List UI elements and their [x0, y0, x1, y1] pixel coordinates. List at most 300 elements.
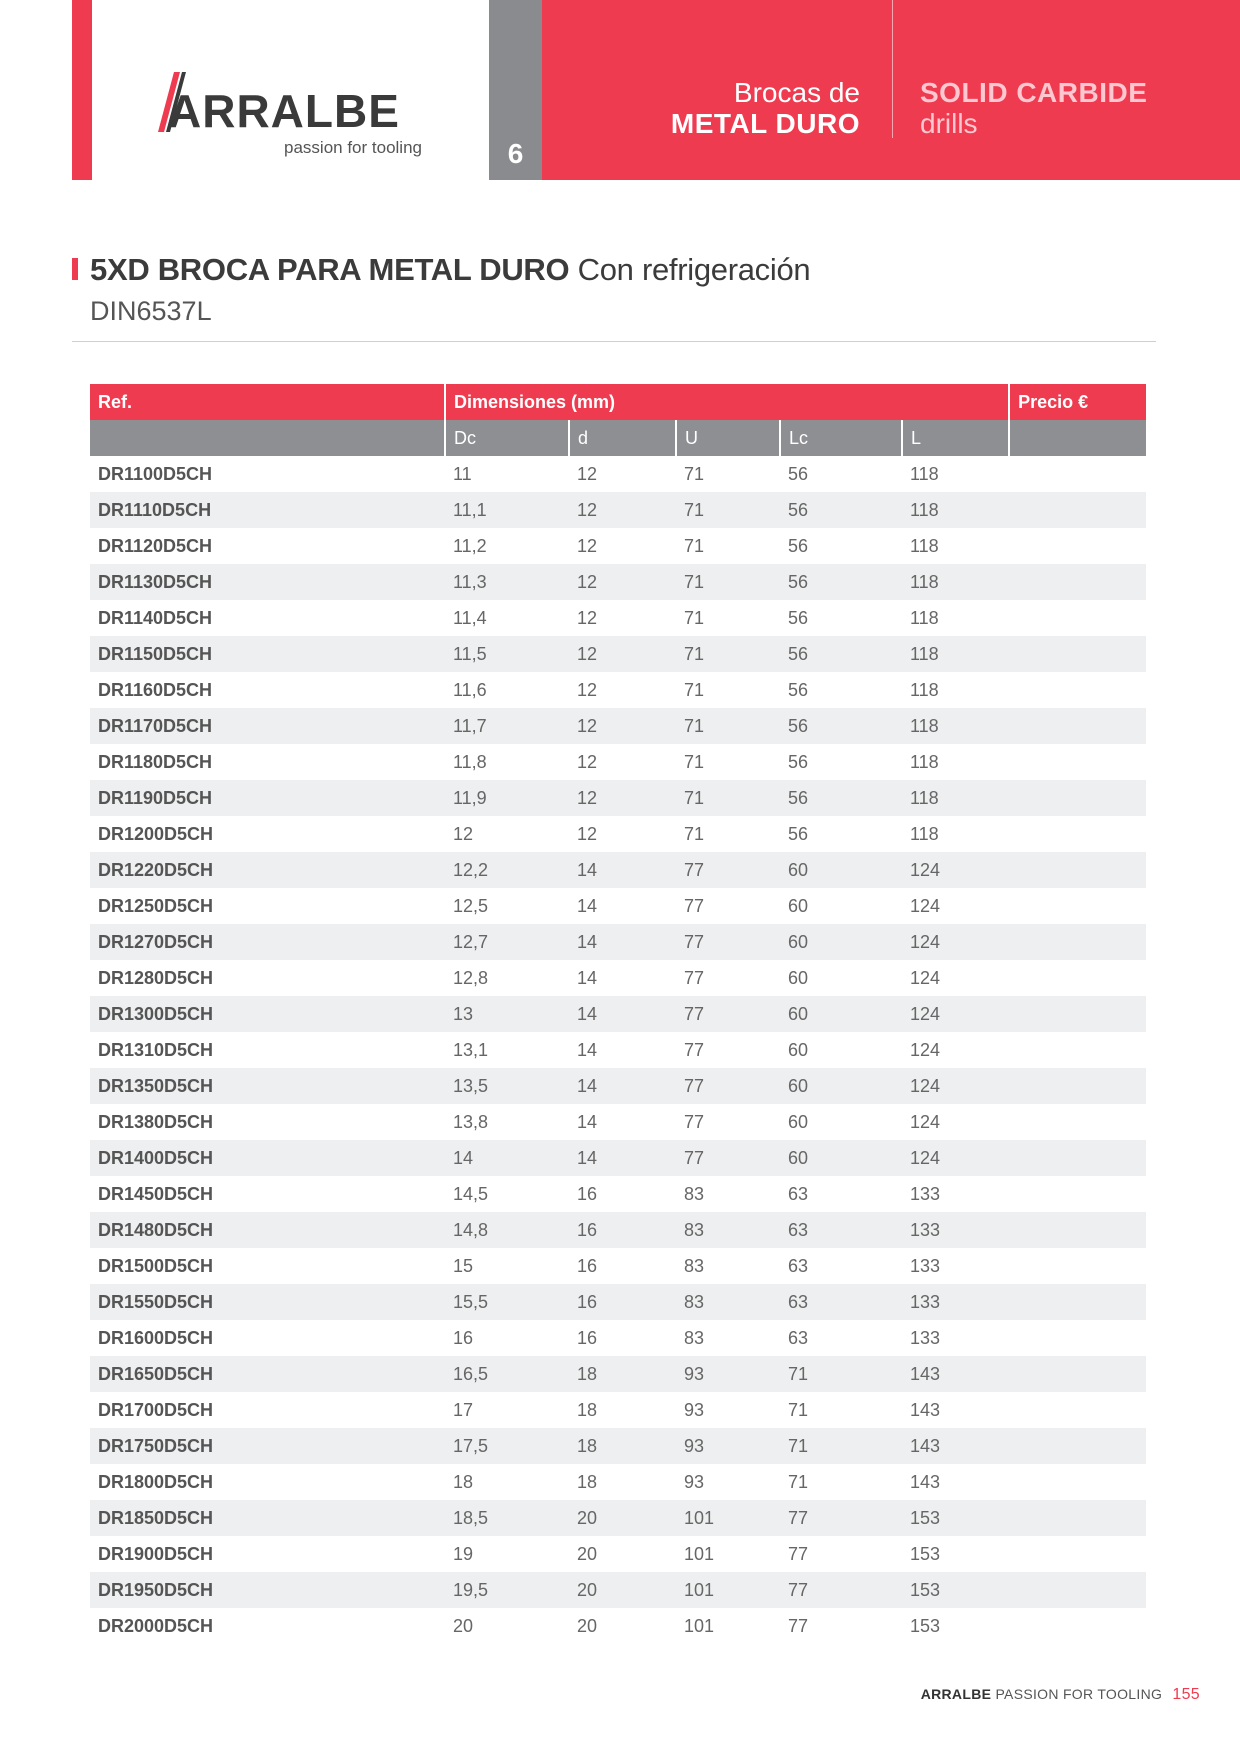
price-cell	[1009, 528, 1146, 564]
u-cell: 77	[676, 1140, 780, 1176]
table-row	[90, 1356, 1146, 1392]
l-cell: 153	[910, 1615, 941, 1636]
u-cell: 71	[684, 463, 705, 484]
lc-cell: 77	[788, 1543, 809, 1564]
table-row	[90, 528, 1146, 564]
lc-cell: 56	[780, 780, 902, 816]
price-cell	[1009, 600, 1146, 636]
table-row	[90, 996, 1146, 1032]
l-cell: 124	[902, 1140, 1009, 1176]
d-cell: 16	[577, 1327, 598, 1348]
dc-cell: 11	[453, 463, 472, 484]
dc-cell: 17	[453, 1399, 474, 1420]
lc-cell: 60	[780, 852, 902, 888]
header-dimensions: Dimensiones (mm)	[445, 384, 1009, 420]
u-cell: 77	[676, 852, 780, 888]
table-row	[90, 456, 1146, 492]
table-row	[90, 672, 1146, 708]
d-cell: 12	[577, 823, 598, 844]
lc-cell: 56	[788, 607, 809, 628]
table-row	[90, 708, 1146, 744]
table-row	[90, 1536, 1146, 1572]
lc-cell: 60	[780, 1140, 902, 1176]
d-cell: 14	[569, 1068, 676, 1104]
price-cell	[1009, 744, 1146, 780]
dc-cell: 11,7	[445, 708, 569, 744]
table-row	[90, 1572, 1146, 1608]
l-cell: 118	[910, 751, 939, 772]
lc-cell: 56	[788, 463, 809, 484]
table-row	[90, 1500, 1146, 1536]
ref-cell: DR1280D5CH	[98, 967, 214, 988]
u-cell: 77	[684, 1039, 705, 1060]
header-ref: Ref.	[90, 384, 445, 420]
u-cell: 71	[684, 679, 705, 700]
u-cell: 83	[684, 1255, 705, 1276]
dc-cell: 11,5	[445, 636, 569, 672]
lc-cell: 63	[788, 1327, 809, 1348]
dc-cell: 11,8	[453, 751, 487, 772]
lc-cell: 77	[780, 1572, 902, 1608]
lc-cell: 56	[788, 823, 809, 844]
dc-cell: 13,1	[453, 1039, 489, 1060]
l-cell: 118	[910, 823, 939, 844]
price-cell	[1009, 888, 1146, 924]
ref-cell: DR1130D5CH	[90, 564, 445, 600]
price-cell	[1009, 996, 1146, 1032]
section-subtitle: DIN6537L	[90, 296, 212, 326]
ref-cell: DR1200D5CH	[98, 823, 214, 844]
table-row	[90, 1212, 1146, 1248]
subheader-lc: Lc	[780, 420, 902, 456]
l-cell: 143	[910, 1399, 941, 1420]
u-cell: 71	[684, 535, 705, 556]
u-cell: 77	[684, 1111, 705, 1132]
d-cell: 16	[569, 1212, 676, 1248]
l-cell: 143	[902, 1356, 1009, 1392]
l-cell: 118	[902, 564, 1009, 600]
price-cell	[1009, 1536, 1146, 1572]
logo-wordmark: ARRALBE	[168, 85, 400, 137]
chapter-title-es-line2: METAL DURO	[670, 108, 860, 139]
d-cell: 14	[569, 924, 676, 960]
d-cell: 16	[577, 1255, 598, 1276]
dc-cell: 11,6	[453, 679, 487, 700]
ref-cell: DR1310D5CH	[98, 1039, 214, 1060]
table-row	[90, 1284, 1146, 1320]
d-cell: 12	[577, 535, 598, 556]
dc-cell: 13,8	[453, 1111, 489, 1132]
d-cell: 20	[569, 1500, 676, 1536]
ref-cell: DR1600D5CH	[98, 1327, 214, 1348]
table-row	[90, 924, 1146, 960]
price-cell	[1009, 1032, 1146, 1068]
u-cell: 71	[676, 492, 780, 528]
price-cell	[1009, 1356, 1146, 1392]
u-cell: 77	[676, 1068, 780, 1104]
ref-cell: DR2000D5CH	[98, 1615, 214, 1636]
l-cell: 118	[910, 607, 939, 628]
u-cell: 101	[684, 1615, 715, 1636]
price-cell	[1009, 852, 1146, 888]
d-cell: 16	[569, 1284, 676, 1320]
table-row	[90, 636, 1146, 672]
section-title-marker	[72, 258, 78, 280]
l-cell: 143	[910, 1471, 941, 1492]
l-cell: 143	[902, 1428, 1009, 1464]
table-body	[90, 456, 1146, 1644]
l-cell: 118	[902, 780, 1009, 816]
ref-cell: DR1380D5CH	[98, 1111, 214, 1132]
ref-cell: DR1220D5CH	[90, 852, 445, 888]
ref-cell: DR1750D5CH	[90, 1428, 445, 1464]
lc-cell: 71	[780, 1356, 902, 1392]
dc-cell: 19	[453, 1543, 474, 1564]
header-left-accent-bar	[72, 0, 92, 180]
lc-cell: 56	[780, 492, 902, 528]
u-cell: 71	[676, 780, 780, 816]
ref-cell: DR1950D5CH	[90, 1572, 445, 1608]
chapter-title-es-line1: Brocas de	[733, 77, 860, 108]
ref-cell: DR1450D5CH	[98, 1183, 214, 1204]
d-cell: 12	[577, 463, 598, 484]
chapter-title-english	[920, 78, 1147, 140]
d-cell: 18	[569, 1356, 676, 1392]
lc-cell: 63	[780, 1284, 902, 1320]
l-cell: 118	[902, 636, 1009, 672]
subheader-empty	[90, 420, 445, 456]
price-cell	[1009, 1284, 1146, 1320]
lc-cell: 56	[780, 708, 902, 744]
u-cell: 93	[684, 1399, 705, 1420]
lc-cell: 71	[788, 1399, 809, 1420]
dc-cell: 12,5	[453, 895, 489, 916]
ref-cell: DR1500D5CH	[98, 1255, 214, 1276]
table-row	[90, 1464, 1146, 1500]
l-cell: 124	[902, 996, 1009, 1032]
price-cell	[1009, 456, 1146, 492]
section-title	[90, 252, 810, 288]
ref-cell: DR1300D5CH	[90, 996, 445, 1032]
u-cell: 83	[684, 1327, 705, 1348]
ref-cell: DR1160D5CH	[98, 679, 213, 700]
table-row	[90, 1104, 1146, 1140]
lc-cell: 63	[788, 1255, 809, 1276]
ref-cell: DR1400D5CH	[90, 1140, 445, 1176]
ref-cell: DR1650D5CH	[90, 1356, 445, 1392]
d-cell: 20	[577, 1615, 598, 1636]
dc-cell: 14	[445, 1140, 569, 1176]
u-cell: 83	[676, 1212, 780, 1248]
table-subheader-row	[90, 420, 1146, 456]
price-cell	[1009, 1428, 1146, 1464]
section-title-bold: 5XD BROCA PARA METAL DURO	[90, 252, 570, 287]
l-cell: 153	[902, 1500, 1009, 1536]
d-cell: 14	[569, 996, 676, 1032]
dc-cell: 11,2	[453, 535, 487, 556]
d-cell: 12	[569, 492, 676, 528]
price-cell	[1009, 636, 1146, 672]
u-cell: 77	[684, 967, 705, 988]
u-cell: 93	[684, 1471, 705, 1492]
lc-cell: 56	[788, 679, 809, 700]
dc-cell: 16	[453, 1327, 474, 1348]
l-cell: 153	[910, 1543, 941, 1564]
table-row	[90, 1428, 1146, 1464]
ref-cell: DR1550D5CH	[90, 1284, 445, 1320]
l-cell: 124	[910, 1039, 941, 1060]
l-cell: 124	[910, 967, 941, 988]
l-cell: 118	[902, 708, 1009, 744]
price-cell	[1009, 1320, 1146, 1356]
d-cell: 18	[577, 1471, 598, 1492]
price-cell	[1009, 1176, 1146, 1212]
l-cell: 133	[910, 1327, 941, 1348]
table-row	[90, 816, 1146, 852]
footer-brand: ARRALBE	[920, 1686, 992, 1702]
dc-cell: 15,5	[445, 1284, 569, 1320]
price-cell	[1009, 1248, 1146, 1284]
dc-cell: 18,5	[445, 1500, 569, 1536]
d-cell: 14	[577, 1039, 598, 1060]
chapter-title-en-line2: drills	[920, 108, 978, 139]
ref-cell: DR1190D5CH	[90, 780, 445, 816]
l-cell: 133	[902, 1212, 1009, 1248]
u-cell: 93	[676, 1428, 780, 1464]
dc-cell: 12,7	[445, 924, 569, 960]
lc-cell: 63	[788, 1183, 809, 1204]
dc-cell: 14,8	[445, 1212, 569, 1248]
u-cell: 101	[676, 1572, 780, 1608]
price-cell	[1009, 780, 1146, 816]
dc-cell: 12,2	[445, 852, 569, 888]
price-cell	[1009, 1212, 1146, 1248]
lc-cell: 60	[788, 1039, 809, 1060]
price-cell	[1009, 1140, 1146, 1176]
u-cell: 101	[684, 1543, 715, 1564]
u-cell: 71	[684, 607, 705, 628]
lc-cell: 56	[788, 535, 809, 556]
table-row	[90, 600, 1146, 636]
d-cell: 12	[569, 636, 676, 672]
l-cell: 133	[910, 1183, 941, 1204]
u-cell: 77	[676, 996, 780, 1032]
d-cell: 12	[577, 751, 598, 772]
l-cell: 133	[910, 1255, 941, 1276]
u-cell: 71	[676, 636, 780, 672]
d-cell: 14	[569, 852, 676, 888]
u-cell: 83	[676, 1284, 780, 1320]
table-row	[90, 564, 1146, 600]
ref-cell: DR1170D5CH	[90, 708, 445, 744]
l-cell: 124	[902, 1068, 1009, 1104]
lc-cell: 60	[788, 967, 809, 988]
table-row	[90, 888, 1146, 924]
subheader-l: L	[902, 420, 1009, 456]
d-cell: 12	[569, 564, 676, 600]
section-title-light: Con refrigeración	[577, 252, 811, 287]
price-cell	[1009, 708, 1146, 744]
l-cell: 118	[902, 492, 1009, 528]
price-cell	[1009, 1500, 1146, 1536]
arralbe-logo	[158, 68, 448, 158]
table-row	[90, 1320, 1146, 1356]
price-cell	[1009, 816, 1146, 852]
dc-cell: 14,5	[453, 1183, 489, 1204]
d-cell: 20	[569, 1572, 676, 1608]
d-cell: 18	[569, 1428, 676, 1464]
l-cell: 124	[902, 924, 1009, 960]
table-row	[90, 1176, 1146, 1212]
table-row	[90, 780, 1146, 816]
lc-cell: 56	[780, 564, 902, 600]
subheader-dc: Dc	[445, 420, 569, 456]
lc-cell: 77	[788, 1615, 809, 1636]
dc-cell: 17,5	[445, 1428, 569, 1464]
section-divider	[72, 341, 1156, 342]
ref-cell: DR1250D5CH	[98, 895, 214, 916]
d-cell: 14	[569, 1140, 676, 1176]
logo-tagline: passion for tooling	[284, 138, 422, 157]
price-cell	[1009, 1572, 1146, 1608]
dc-cell: 11,3	[445, 564, 569, 600]
lc-cell: 56	[780, 636, 902, 672]
price-cell	[1009, 960, 1146, 996]
d-cell: 12	[569, 708, 676, 744]
table-row	[90, 744, 1146, 780]
header-divider	[892, 0, 893, 138]
drill-specs-table	[90, 384, 1146, 1644]
chapter-number: 6	[507, 138, 524, 169]
dc-cell: 19,5	[445, 1572, 569, 1608]
dc-cell: 16,5	[445, 1356, 569, 1392]
d-cell: 14	[577, 1111, 598, 1132]
table-row	[90, 1392, 1146, 1428]
u-cell: 83	[684, 1183, 705, 1204]
d-cell: 12	[577, 679, 598, 700]
header-price: Precio €	[1009, 384, 1146, 420]
lc-cell: 77	[780, 1500, 902, 1536]
price-cell	[1009, 1392, 1146, 1428]
l-cell: 118	[910, 463, 939, 484]
u-cell: 77	[676, 924, 780, 960]
lc-cell: 60	[780, 924, 902, 960]
dc-cell: 13	[445, 996, 569, 1032]
u-cell: 71	[684, 823, 705, 844]
lc-cell: 60	[780, 1068, 902, 1104]
ref-cell: DR1900D5CH	[98, 1543, 214, 1564]
table-row	[90, 1608, 1146, 1644]
price-cell	[1009, 564, 1146, 600]
price-cell	[1009, 672, 1146, 708]
l-cell: 124	[910, 1111, 941, 1132]
ref-cell: DR1480D5CH	[90, 1212, 445, 1248]
ref-cell: DR1140D5CH	[98, 607, 213, 628]
table-row	[90, 960, 1146, 996]
ref-cell: DR1700D5CH	[98, 1399, 214, 1420]
u-cell: 71	[684, 751, 705, 772]
ref-cell: DR1180D5CH	[98, 751, 213, 772]
table-row	[90, 492, 1146, 528]
d-cell: 14	[577, 967, 598, 988]
d-cell: 12	[577, 607, 598, 628]
price-cell	[1009, 1104, 1146, 1140]
lc-cell: 60	[788, 895, 809, 916]
price-cell	[1009, 1068, 1146, 1104]
l-cell: 118	[910, 535, 939, 556]
ref-cell: DR1110D5CH	[90, 492, 445, 528]
l-cell: 118	[910, 679, 939, 700]
page-footer	[921, 1686, 1200, 1704]
ref-cell: DR1800D5CH	[98, 1471, 214, 1492]
table-row	[90, 1140, 1146, 1176]
chapter-title-spanish	[671, 78, 860, 140]
lc-cell: 71	[780, 1428, 902, 1464]
u-cell: 101	[676, 1500, 780, 1536]
dc-cell: 11,9	[445, 780, 569, 816]
lc-cell: 60	[788, 1111, 809, 1132]
ref-cell: DR1270D5CH	[90, 924, 445, 960]
ref-cell: DR1150D5CH	[90, 636, 445, 672]
table-row	[90, 852, 1146, 888]
ref-cell: DR1850D5CH	[90, 1500, 445, 1536]
lc-cell: 71	[788, 1471, 809, 1492]
dc-cell: 11,4	[453, 607, 487, 628]
l-cell: 124	[902, 852, 1009, 888]
d-cell: 12	[569, 780, 676, 816]
dc-cell: 20	[453, 1615, 474, 1636]
dc-cell: 12,8	[453, 967, 489, 988]
table-row	[90, 1248, 1146, 1284]
table-row	[90, 1032, 1146, 1068]
d-cell: 18	[577, 1399, 598, 1420]
l-cell: 133	[902, 1284, 1009, 1320]
price-cell	[1009, 924, 1146, 960]
price-cell	[1009, 1608, 1146, 1644]
chapter-title-en-line1: SOLID CARBIDE	[920, 77, 1148, 108]
table-row	[90, 1068, 1146, 1104]
ref-cell: DR1100D5CH	[98, 463, 213, 484]
page-number: 155	[1172, 1686, 1200, 1703]
l-cell: 153	[902, 1572, 1009, 1608]
u-cell: 93	[676, 1356, 780, 1392]
lc-cell: 60	[780, 996, 902, 1032]
dc-cell: 13,5	[445, 1068, 569, 1104]
u-cell: 71	[676, 708, 780, 744]
lc-cell: 56	[788, 751, 809, 772]
d-cell: 20	[577, 1543, 598, 1564]
subheader-u: U	[676, 420, 780, 456]
subheader-price-empty	[1009, 420, 1146, 456]
dc-cell: 18	[453, 1471, 474, 1492]
price-cell	[1009, 1464, 1146, 1500]
dc-cell: 12	[453, 823, 474, 844]
d-cell: 14	[577, 895, 598, 916]
lc-cell: 63	[780, 1212, 902, 1248]
ref-cell: DR1120D5CH	[98, 535, 213, 556]
d-cell: 16	[577, 1183, 598, 1204]
table-header-row	[90, 384, 1146, 420]
u-cell: 77	[684, 895, 705, 916]
dc-cell: 15	[453, 1255, 474, 1276]
u-cell: 71	[676, 564, 780, 600]
footer-tagline: PASSION FOR TOOLING	[995, 1686, 1163, 1702]
l-cell: 124	[910, 895, 941, 916]
ref-cell: DR1350D5CH	[90, 1068, 445, 1104]
subheader-d: d	[569, 420, 676, 456]
dc-cell: 11,1	[445, 492, 569, 528]
price-cell	[1009, 492, 1146, 528]
